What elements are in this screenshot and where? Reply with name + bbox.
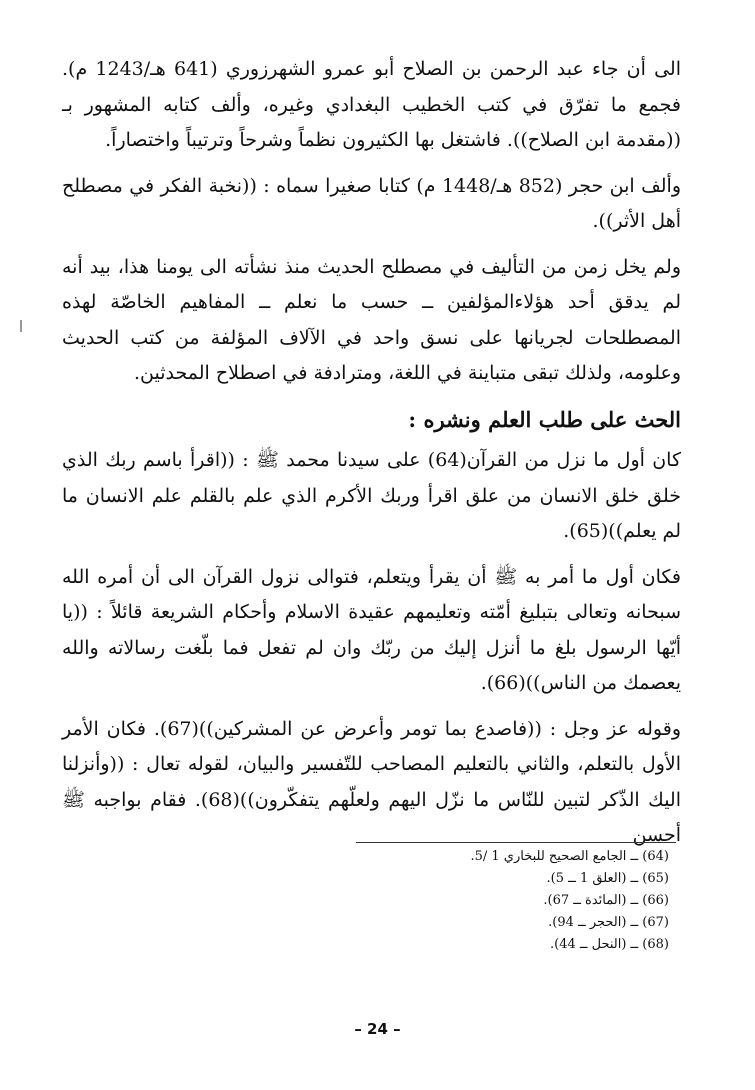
paragraph-4: كان أول ما نزل من القرآن(64) على سيدنا محمد ﷺ : ((اقرأ باسم ربك الذي خلق خلق الانسان من علق اقرأ وربك الأكرم الذي علم بالقلم علم الانسان ما لم يعلم))(65). [62,449,682,542]
footnote-65: (65) ــ (العلق 1 ــ 5). [546,871,669,886]
paragraph-6: وقوله عز وجل : ((فاصدع بما تومر وأعرض عن المشركين))(67). فكان الأمر الأول بالتعلم، والثاني بالتعليم المصاحب للتّفسير والبيان، لقوله تعال : ((وأنزلنا اليك الذّكر لتبين للنّاس ما نزّل اليهم ولعلّهم يتفكّرون))(68). فقام بواجبه ﷺ أحسن [62,717,681,846]
paragraph-1: الى أن جاء عبد الرحمن بن الصلاح أبو عمرو الشهرزوري (641 هـ/1243 م). فجمع ما تفرّق في كتب الخطيب البغدادي وغيره، وألف كتابه المشهور بـ ((مقدمة ابن الصلاح)). فاشتغل بها الكثيرون نظماً وشرحاً وترتيباً واختصاراً. [62,58,681,151]
footnote-66: (66) ــ (المائدة ــ 67). [543,893,669,908]
footnote-68: (68) ــ (النحل ــ 44). [549,937,669,952]
footnotes [470,846,669,956]
paragraph-5: فكان أول ما أمر به ﷺ أن يقرأ ويتعلم، فتوالى نزول القرآن الى أن أمره الله سبحانه وتعالى بتبليغ أمّته وتعليمهم عقيدة الاسلام وأحكام الشريعة قائلاً : ((يا أيّها الرسول بلغ ما أنزل إليك من ربّك وان لم تفعل فما بلّغت رسالاته والله يعصمك من الناس))(66). [62,565,681,694]
page-number: – 24 – [354,1020,401,1038]
main-text [62,52,681,864]
footnote-67: (67) ــ (الحجر ــ 94). [548,915,669,930]
paragraph-3: ولم يخل زمن من التأليف في مصطلح الحديث منذ نشأته الى يومنا هذا، بيد أنه لم يدقق أحد هؤلاءالمؤلفين ــ حسب ما نعلم ــ المفاهيم الخاصّة لهذه المصطلحات لجريانها على نسق واحد في الآلاف المؤلفة من كتب الحديث وعلومه، ولذلك تبقى متباينة في اللغة، ومترادفة في اصطلاح المحدثين. [62,255,681,384]
paragraph-2: وألف ابن حجر (852 هـ/1448 م) كتابا صغيرا سماه : ((نخبة الفكر في مصطلح أهل الأثر)). [62,174,681,232]
footnote-divider [356,842,676,843]
margin-mark [20,320,22,332]
section-heading: الحث على طلب العلم ونشره : [408,406,681,432]
footnote-64: (64) ــ الجامع الصحيح للبخاري 1 /5. [470,849,669,864]
